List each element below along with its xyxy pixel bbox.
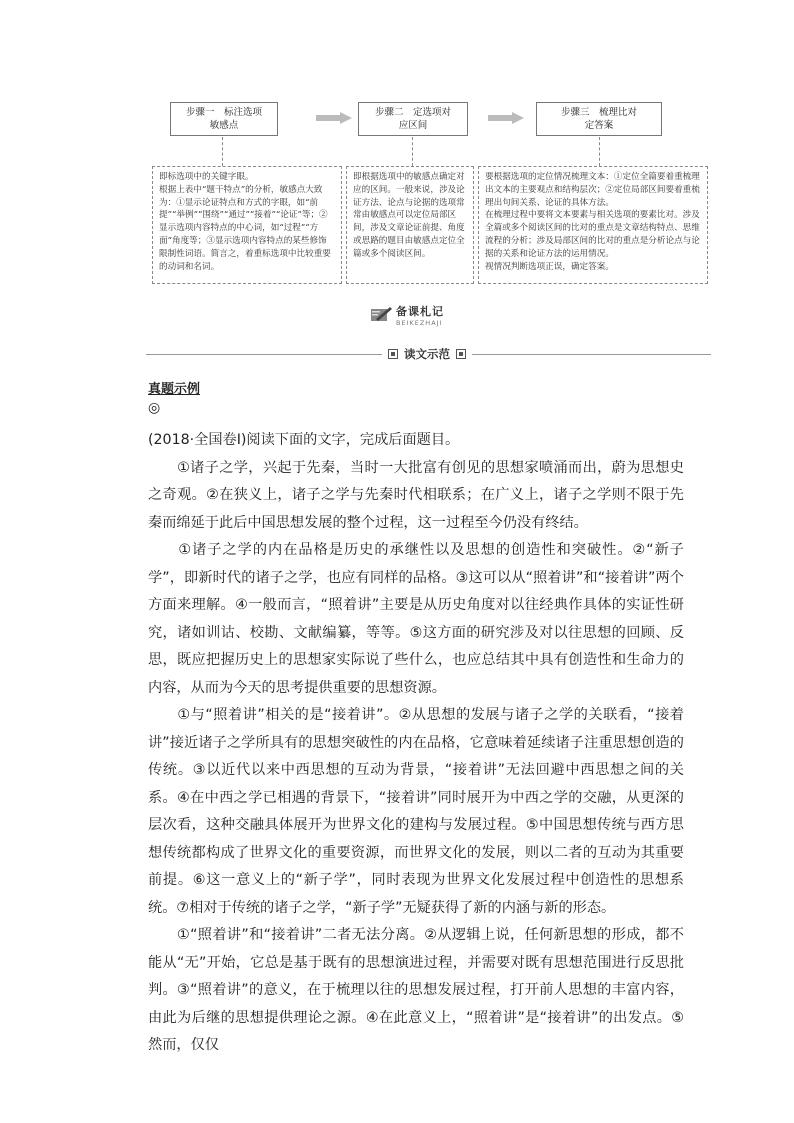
step-2-description: 即根据选项中的敏感点确定对应的区间。一般来说，涉及论证方法、论点与论据的选项常常由敏感点可以定位局部区间，涉及文章论证前提、角度或思路的题目由敏感点定位全篇或多个阅读区间。 xyxy=(346,166,474,284)
pen-note-icon xyxy=(370,306,392,324)
circle-icon: ◎ xyxy=(148,400,161,416)
arrow-right-icon xyxy=(488,112,524,124)
paragraph: ①与“照着讲”相关的是“接着讲”。②从思想的发展与诸子之学的关联看，“接着讲”接近诸子之学所具有的思想突破性的内在品格，它意味着延续诸子注重思想创造的传统。③以近代以来中西思想的互动为背景，“接着讲”无法回避中西思想之间的关系。④在中西之学已相遇的背景下，“接着讲”同时展开为中西之学的交融，从更深的层次看，这种交融具体展开为世界文化的建构与发展过程。⑤中国思想传统与西方思想传统都构成了世界文化的重要资源，而世界文化的发展，则以二者的互动为其重要前提。⑥这一意义上的“新子学”，同时表现为世界文化发展过程中创造性的思想系统。⑦相对于传统的诸子之学，“新子学”无疑获得了新的内涵与新的形态。 xyxy=(148,707,684,916)
step-2-label: 步骤二 定选项对 应区间 xyxy=(374,107,451,131)
square-bullet-icon xyxy=(388,349,398,359)
source-line: (2018·全国卷Ⅰ)阅读下面的文字，完成后面题目。 xyxy=(148,432,460,448)
step-1-label: 步骤一 标注选项 敏感点 xyxy=(185,107,262,131)
step-3-description: 要根据选项的定位情况梳理文本：①定位全篇要着重梳理出文本的主要观点和结构层次；②定位局部区间要着重梳理出句间关系、论证的具体方法。 在梳理过程中要将文本要素与相关选项的要素比对。涉及全篇或多个阅读区间的比对的重点是文章结构特点、思维流程的分析；涉及局部区间的比对的重点是分析论点与论据的关系和论证方法的运用情况。 视情况判断选项正误，确定答案。 xyxy=(478,166,708,284)
method-flow-diagram xyxy=(148,98,713,288)
step-1-box xyxy=(170,102,278,136)
square-bullet-icon xyxy=(456,349,466,359)
arrow-right-icon xyxy=(316,112,352,124)
article-body xyxy=(148,427,684,1060)
banner-title: 备课札记 xyxy=(396,305,444,318)
paragraph: ①诸子之学的内在品格是历史的承继性以及思想的创造性和突破性。②“新子学”，即新时代的诸子之学，也应有同样的品格。③这可以从“照着讲”和“接着讲”两个方面来理解。④一般而言，“照着讲”主要是从历史角度对以往经典作具体的实证性研究，诸如训诂、校勘、文献编纂，等等。⑤这方面的研究涉及对以往思想的回顾、反思，既应把握历史上的思想家实际说了些什么，也应总结其中具有创造性和生命力的内容，从而为今天的思考提供重要的思想资源。 xyxy=(148,542,684,696)
step-3-label: 步骤三 梳理比对 定答案 xyxy=(560,107,637,131)
section-heading-text: 读文示范 xyxy=(404,347,450,361)
banner-subtitle: BEIKEZHAJI xyxy=(396,319,443,327)
subheading: 真题示例 xyxy=(148,382,201,397)
connector-line xyxy=(599,137,600,166)
paragraph: ①诸子之学，兴起于先秦，当时一大批富有创见的思想家喷涌而出，蔚为思想史之奇观。②在狭义上，诸子之学与先秦时代相联系；在广义上，诸子之学则不限于先秦而绵延于此后中国思想发展的整个过程，这一过程至今仍没有终结。 xyxy=(148,459,684,531)
section-heading xyxy=(382,346,472,362)
step-3-box xyxy=(536,102,662,136)
connector-line xyxy=(222,137,223,166)
step-1-description: 即标选项中的关键字眼。 根据上表中“题干特点”的分析，敏感点大致为：①显示论证特点和方式的字眼，如“前提”“举例”“围绕”“通过”“接着”“论证”等；②显示选项内容特点的中心词，如“过程”“方面”角度等；③显示选项内容特点的某些修饰限制性词语。简言之，着重标选项中比较重要的动词和名词。 xyxy=(152,166,342,284)
connector-line xyxy=(412,137,413,166)
paragraph: ①“照着讲”和“接着讲”二者无法分离。②从逻辑上说，任何新思想的形成，都不能从“无”开始，它总是基于既有的思想演进过程，并需要对既有思想范围进行反思批判。③“照着讲”的意义，在于梳理以往的思想发展过程，打开前人思想的丰富内容，由此为后继的思想提供理论之源。④在此意义上，“照着讲”是“接着讲”的出发点。⑤然而，仅仅 xyxy=(148,927,684,1053)
notes-banner xyxy=(370,303,444,327)
step-2-box xyxy=(358,102,468,136)
